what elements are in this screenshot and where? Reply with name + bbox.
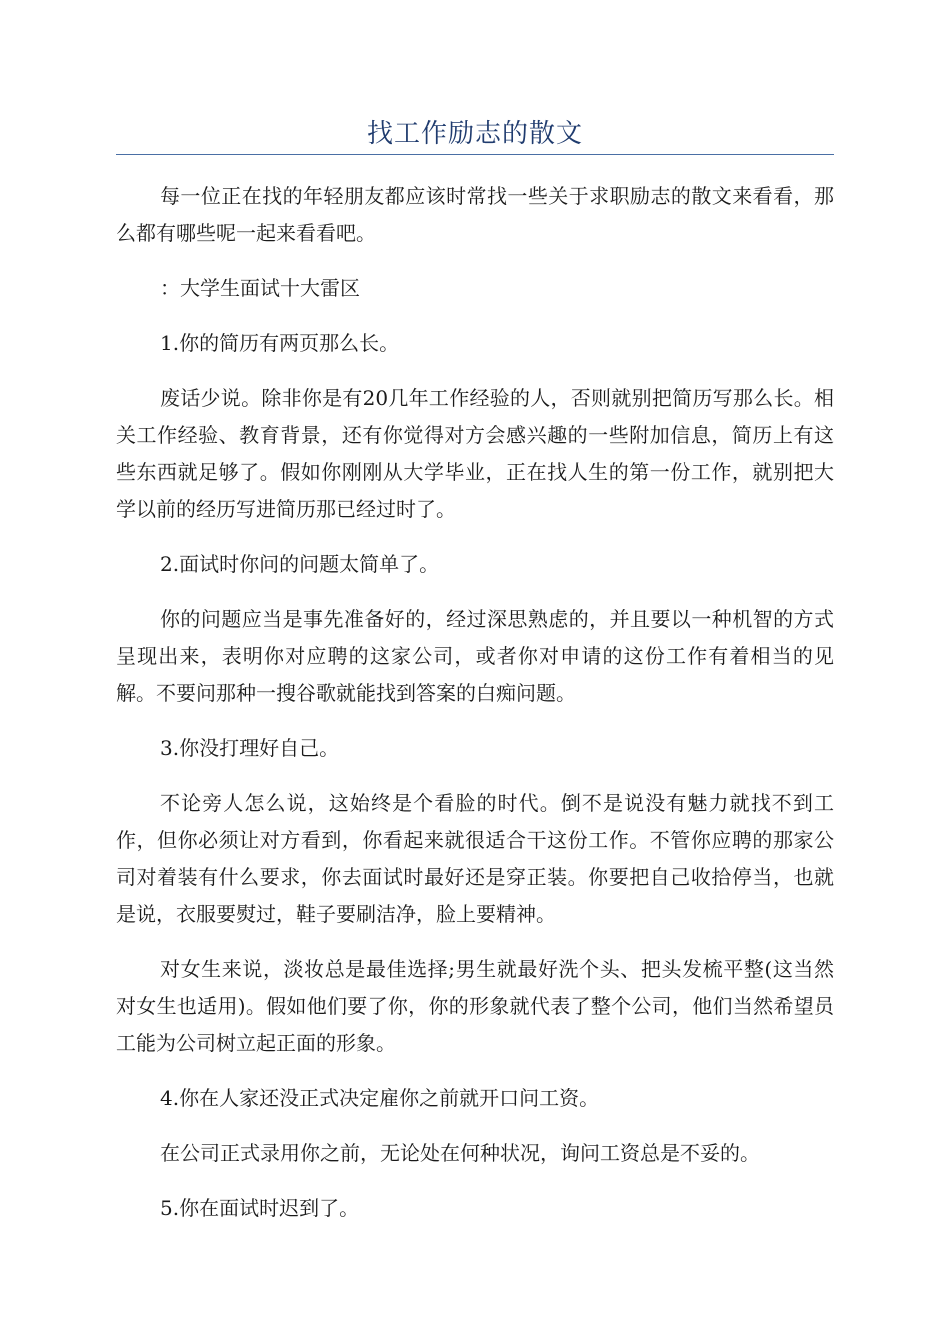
paragraph-point-5: 5.你在面试时迟到了。 bbox=[160, 1196, 360, 1220]
paragraph-point-1: 1.你的简历有两页那么长。 bbox=[160, 331, 400, 355]
paragraph-section-heading: ：大学生面试十大雷区 bbox=[160, 276, 360, 300]
paragraph-intro: 每一位正在找的年轻朋友都应该时常找一些关于求职励志的散文来看看，那么都有哪些呢一起来看看吧。 bbox=[116, 184, 834, 245]
paragraph-point-1-body: 废话少说。除非你是有20几年工作经验的人，否则就别把简历写那么长。相关工作经验、教育背景，还有你觉得对方会感兴趣的一些附加信息，简历上有这些东西就足够了。假如你刚刚从大学毕业，正在找人生的第一份工作，就别把大学以前的经历写进简历那已经过时了。 bbox=[116, 386, 834, 521]
paragraph-point-3-body-2: 对女生来说，淡妆总是最佳选择;男生就最好洗个头、把头发梳平整(这当然对女生也适用)。假如他们要了你，你的形象就代表了整个公司，他们当然希望员工能为公司树立起正面的形象。 bbox=[116, 957, 834, 1055]
paragraph-point-3: 3.你没打理好自己。 bbox=[160, 736, 340, 760]
paragraph-point-2: 2.面试时你问的问题太简单了。 bbox=[160, 552, 440, 576]
paragraph-point-3-body: 不论旁人怎么说，这始终是个看脸的时代。倒不是说没有魅力就找不到工作，但你必须让对方看到，你看起来就很适合干这份工作。不管你应聘的那家公司对着装有什么要求，你去面试时最好还是穿正装。你要把自己收拾停当，也就是说，衣服要熨过，鞋子要刷洁净，脸上要精神。 bbox=[116, 791, 834, 926]
title-underline bbox=[116, 154, 834, 155]
document-title: 找工作励志的散文 bbox=[366, 119, 583, 149]
document-body bbox=[116, 178, 834, 1245]
paragraph-point-2-body: 你的问题应当是事先准备好的，经过深思熟虑的，并且要以一种机智的方式呈现出来，表明你对应聘的这家公司，或者你对申请的这份工作有着相当的见解。不要问那种一搜谷歌就能找到答案的白痴问题。 bbox=[116, 607, 834, 705]
paragraph-point-4: 4.你在人家还没正式决定雇你之前就开口问工资。 bbox=[160, 1086, 600, 1110]
paragraph-point-4-body: 在公司正式录用你之前，无论处在何种状况，询问工资总是不妥的。 bbox=[160, 1141, 760, 1165]
